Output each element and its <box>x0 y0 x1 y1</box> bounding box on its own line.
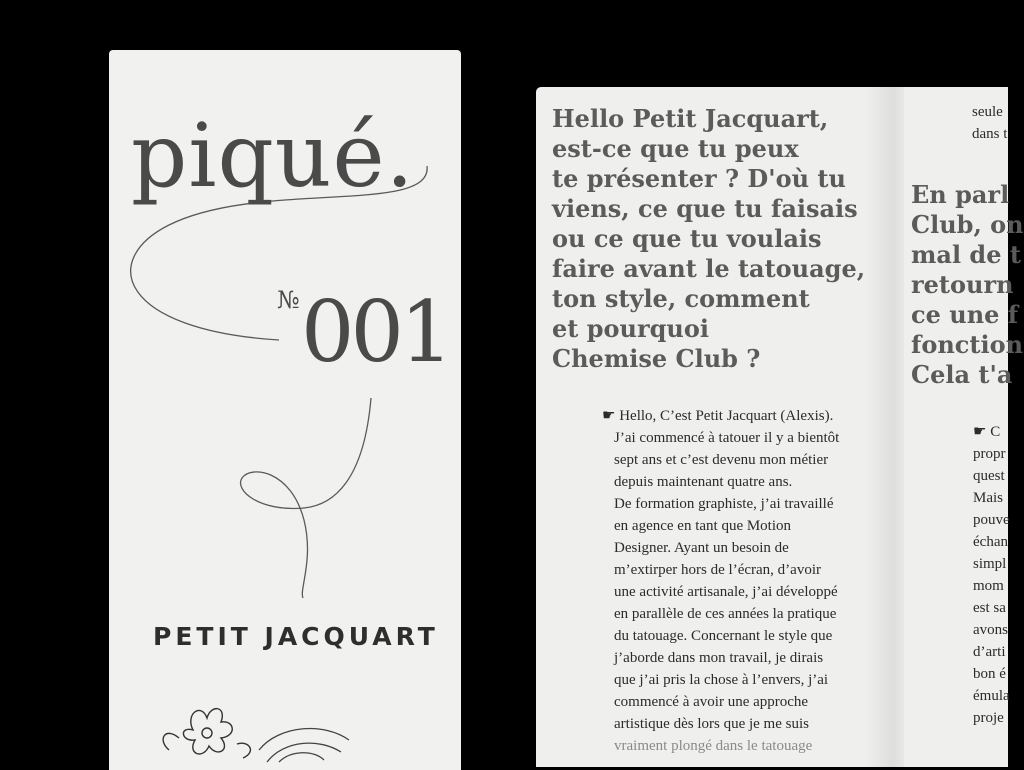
question-line: est-ce que tu peux <box>552 134 799 163</box>
issue-prefix: № <box>277 286 300 314</box>
right-question-line: En parl <box>911 180 1010 209</box>
right-text-line: seule <box>972 104 1003 120</box>
right-answer-line: quest <box>973 468 1005 484</box>
magazine-cover <box>109 50 461 770</box>
artist-name: PETIT JACQUART <box>153 622 439 651</box>
right-question-line: Cela t'a <box>911 360 1013 389</box>
right-answer-line: C <box>990 424 1001 440</box>
right-answer-line: est sa <box>973 600 1006 616</box>
portrait-sketch <box>259 729 349 762</box>
answer-line: du tatouage. Concernant le style que <box>614 628 833 644</box>
right-answer-line: pouve <box>973 512 1010 528</box>
answer-line: en parallèle de ces années la pratique <box>614 606 837 622</box>
right-text-line: dans t <box>972 126 1008 142</box>
answer-line: sept ans et c’est devenu mon métier <box>614 452 829 468</box>
flower-doodle <box>163 709 250 758</box>
right-question-line: Club, on <box>911 210 1024 239</box>
right-question-line: ce une f <box>911 300 1019 329</box>
question-line: ou ce que tu voulais <box>552 224 822 253</box>
question-line: faire avant le tatouage, <box>552 254 866 283</box>
issue-number: 001 <box>301 283 450 381</box>
answer-line: artistique dès lors que je me suis <box>614 716 809 732</box>
decorative-curl <box>241 398 371 598</box>
right-answer-line: échan <box>973 534 1008 550</box>
answer-line: une activité artisanale, j’ai développé <box>614 584 838 600</box>
pointing-hand-icon: ☛ <box>602 408 616 424</box>
question-line: et pourquoi <box>552 314 709 343</box>
question-line: Chemise Club ? <box>552 344 761 373</box>
answer-line: Designer. Ayant un besoin de <box>614 540 789 556</box>
answer-line: De formation graphiste, j’ai travaillé <box>614 496 834 512</box>
right-answer-line: propr <box>973 446 1006 462</box>
answer-line: j’aborde dans mon travail, je dirais <box>614 650 824 666</box>
right-answer-line: émula <box>973 688 1010 704</box>
right-answer-line: avons <box>973 622 1008 638</box>
answer-line: m’extirper hors de l’écran, d’avoir <box>614 562 821 578</box>
right-question-line: mal de t <box>911 240 1021 269</box>
page-gutter <box>866 87 904 767</box>
answer-line: que j’ai pris la chose à l’envers, j’ai <box>614 672 829 688</box>
answer-line: commencé à avoir une approche <box>614 694 809 710</box>
question-line: ton style, comment <box>552 284 810 313</box>
magazine-title: piqué. <box>131 104 415 207</box>
answer-line: J’ai commencé à tatouer il y a bientôt <box>614 430 840 446</box>
right-answer-line: simpl <box>973 556 1007 572</box>
right-question-line: retourn <box>911 270 1014 299</box>
question-line: te présenter ? D'où tu <box>552 164 846 193</box>
answer-line: depuis maintenant quatre ans. <box>614 474 793 490</box>
answer-line: en agence en tant que Motion <box>614 518 792 534</box>
answer-line: Hello, C’est Petit Jacquart (Alexis). <box>619 408 834 424</box>
right-answer-line: proje <box>973 710 1004 726</box>
right-answer-line: Mais <box>973 490 1003 506</box>
answer-line: vraiment plongé dans le tatouage <box>614 738 813 754</box>
question-line: viens, ce que tu faisais <box>552 194 858 223</box>
question-line: Hello Petit Jacquart, <box>552 104 829 133</box>
right-question-line: fonction <box>911 330 1024 359</box>
right-answer-line: d’arti <box>973 644 1006 660</box>
right-answer-line: bon é <box>973 666 1006 682</box>
magazine-spread <box>536 87 1024 767</box>
pointing-hand-icon: ☛ <box>973 424 987 440</box>
right-answer-line: mom <box>973 578 1004 594</box>
